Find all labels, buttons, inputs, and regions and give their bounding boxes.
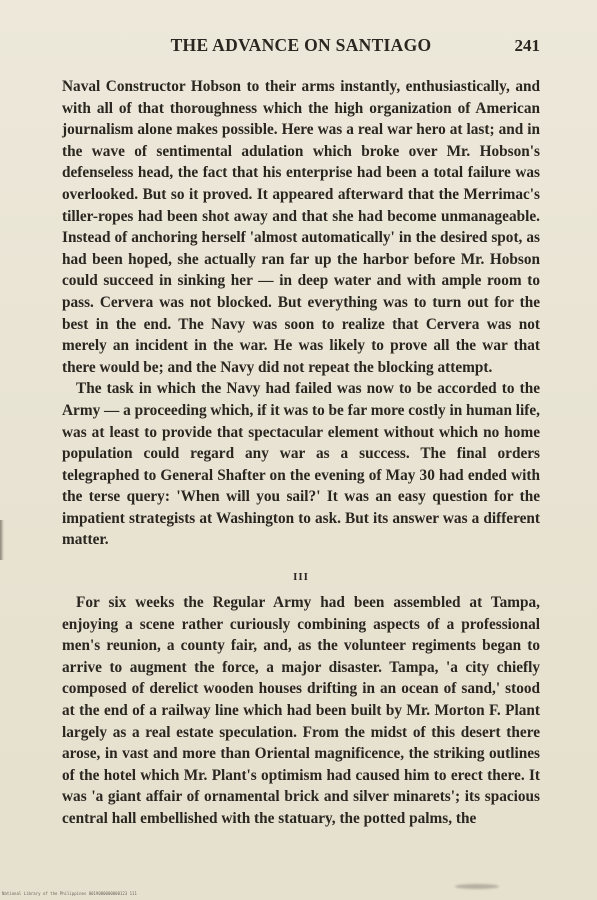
page-number: 241 xyxy=(514,36,540,55)
section-heading: III xyxy=(293,571,309,584)
binding-edge-mark xyxy=(0,520,4,560)
paragraph: The task in which the Navy had failed was now to be accorded to the Army — a proceeding which, if it was to be far more costly in human life, was at least to provide that spectacular element without which no home population could regard any war as a success. The final orders telegraphed to General Shafter on the evening of May 30 had ended with the terse query: 'When will you sail?' It was an easy question for the impatient strategists at Washington to ask. But its answer was a different matter. xyxy=(62,380,540,549)
ink-smudge xyxy=(455,884,499,889)
paragraph: For six weeks the Regular Army had been assembled at Tampa, enjoying a scene rather curiously combining aspects of a professional men's reunion, a county fair, and, as the volunteer regiments began to arrive to augment the force, a major disaster. Tampa, 'a city chiefly composed of derelict wooden houses drifting in an ocean of sand,' stood at the end of a railway line which had been built by Mr. Morton F. Plant largely as a real estate speculation. From the midst of this desert there arose, in vast and more than Oriental magnificence, the striking outlines of the hotel which Mr. Plant's optimism had caused him to erect there. It was 'a giant affair of ornamental brick and silver minarets'; its spacious central hall embellished with the statuary, the potted palms, the xyxy=(62,594,540,827)
body-text xyxy=(62,76,540,830)
library-stamp: National Library of the Philippines 0019000000000123 111 xyxy=(2,891,137,896)
running-title: THE ADVANCE ON SANTIAGO xyxy=(170,35,432,55)
paragraph: Naval Constructor Hobson to their arms instantly, enthusiastically, and with all of that thoroughness which the high organization of American journalism alone makes possible. Here was a real war hero at last; and in the wave of sentimental adulation which broke over Mr. Hobson's defenseless head, the fact that his enterprise had been a total failure was overlooked. But so it proved. It appeared afterward that the Merrimac's tiller-ropes had been shot away and that she had become unmanageable. Instead of anchoring herself 'almost automatically' in the desired spot, as had been hoped, she actually ran far up the harbor before Mr. Hobson could succeed in sinking her — in deep water and with ample room to pass. Cervera was not blocked. But everything was to turn out for the best in the end. The Navy was soon to realize that Cervera was not merely an incident in the war. He was likely to prove all the war that there would be; and the Navy did not repeat the blocking attempt. xyxy=(62,78,540,376)
page-header xyxy=(62,33,540,59)
